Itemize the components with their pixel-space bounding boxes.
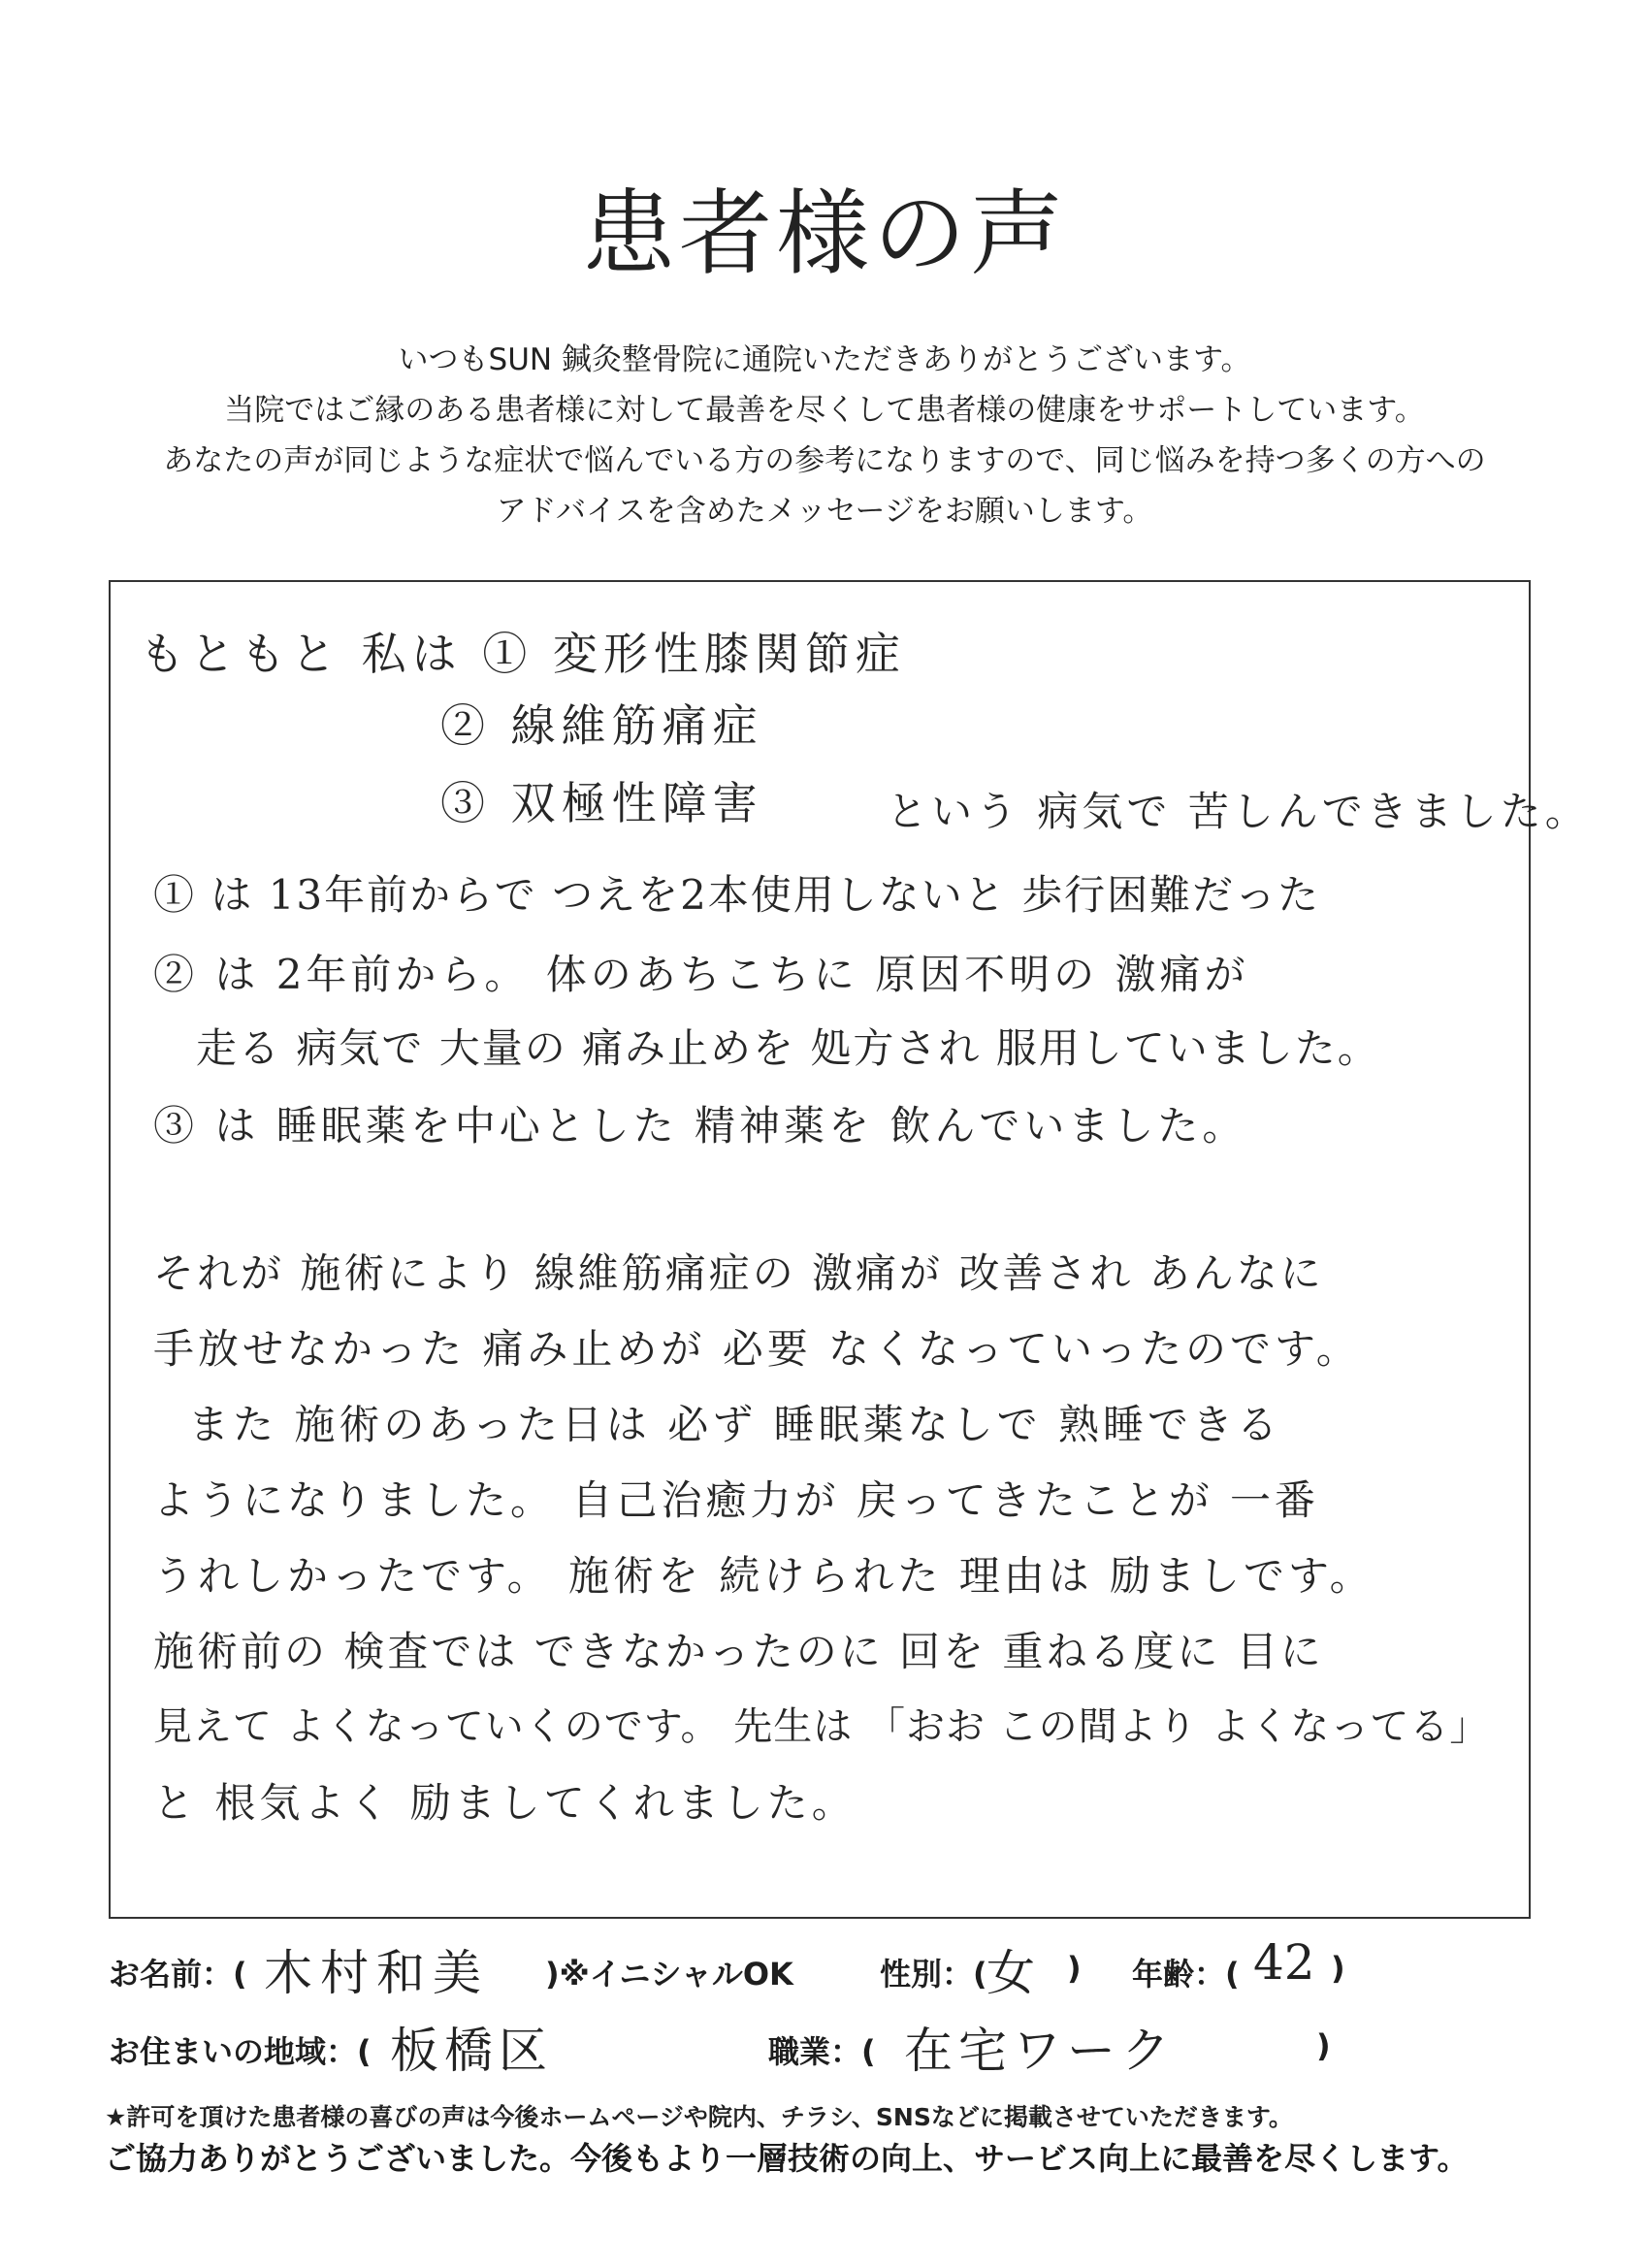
handwritten-line: ② 線維筋痛症 bbox=[440, 699, 763, 752]
handwritten-line: 施術前の 検査では できなかったのに 回を 重ねる度に 目に bbox=[153, 1628, 1324, 1675]
handwritten-line: もともと 私は ① 変形性膝関節症 bbox=[140, 628, 906, 680]
permission-note: ★許可を頂けた患者様の喜びの声は今後ホームページや院内、チラシ、SNSなどに掲載させていただきます。 bbox=[105, 2103, 1293, 2131]
handwritten-line: ③ 双極性障害 bbox=[440, 777, 763, 829]
handwritten-line: それが 施術により 線維筋痛症の 激痛が 改善され あんなに bbox=[153, 1249, 1324, 1297]
handwritten-line: 走る 病気で 大量の 痛み止めを 処方され 服用していました。 bbox=[196, 1024, 1380, 1072]
message-box bbox=[109, 580, 1590, 1919]
handwritten-line: と 根気よく 励ましてくれました。 bbox=[153, 1779, 857, 1827]
intro-line: アドバイスを含めたメッセージをお願いします。 bbox=[496, 494, 1153, 529]
intro-text bbox=[0, 335, 1649, 536]
name-label: お名前：( bbox=[109, 1956, 247, 1993]
thanks-message: ご協力ありがとうございました。今後もより一層技術の向上、サービス向上に最善を尽くします。 bbox=[105, 2140, 1469, 2177]
gender-value[interactable]: 女 bbox=[986, 1945, 1035, 2001]
job-label: 職業：( bbox=[768, 2033, 876, 2070]
handwritten-line: ③ は 睡眠薬を中心とした 精神薬を 飲んでいました。 bbox=[153, 1102, 1247, 1150]
handwritten-line: ようになりました。 自己治癒力が 戻ってきたことが 一番 bbox=[153, 1476, 1320, 1524]
name-suffix: )※イニシャルOK bbox=[545, 1956, 793, 1993]
handwritten-line: また 施術のあった日は 必ず 睡眠薬なしで 熟睡できる bbox=[188, 1401, 1281, 1448]
intro-line: あなたの声が同じような症状で悩んでいる方の参考になりますので、同じ悩みを持つ多くの方への bbox=[163, 443, 1486, 478]
area-value[interactable]: 板橋区 bbox=[390, 2023, 553, 2079]
handwritten-line: 手放せなかった 痛み止めが 必要 なくなっていったのです。 bbox=[153, 1325, 1361, 1373]
intro-line: いつもSUN 鍼灸整骨院に通院いただきありがとうございます。 bbox=[398, 342, 1251, 377]
job-close: ) bbox=[1316, 2027, 1331, 2064]
age-value[interactable]: 42 bbox=[1253, 1934, 1315, 1991]
page-title: 患者様の声 bbox=[582, 179, 1067, 288]
handwritten-line: ② は 2年前から。 体のあちこちに 原因不明の 激痛が bbox=[153, 951, 1249, 998]
area-label: お住まいの地域：( bbox=[109, 2033, 372, 2070]
age-close: ) bbox=[1331, 1950, 1345, 1987]
gender-close: ) bbox=[1067, 1950, 1082, 1987]
gender-label: 性別：( bbox=[880, 1956, 987, 1993]
job-value[interactable]: 在宅ワーク bbox=[904, 2023, 1176, 2079]
age-label: 年齢：( bbox=[1132, 1956, 1240, 1993]
handwritten-line: ① は 13年前からで つえを2本使用しないと 歩行困難だった bbox=[153, 871, 1321, 919]
handwritten-line: という 病気で 苦しんできました。 bbox=[887, 788, 1590, 835]
handwritten-line: 見えて よくなっていくのです。 先生は 「おお この間より よくなってる」 bbox=[153, 1704, 1490, 1749]
handwritten-line: うれしかったです。 施術を 続けられた 理由は 励ましです。 bbox=[153, 1552, 1374, 1600]
name-value[interactable]: 木村和美 bbox=[264, 1945, 489, 2001]
intro-line: 当院ではご縁のある患者様に対して最善を尽くして患者様の健康をサポートしています。 bbox=[224, 393, 1425, 428]
